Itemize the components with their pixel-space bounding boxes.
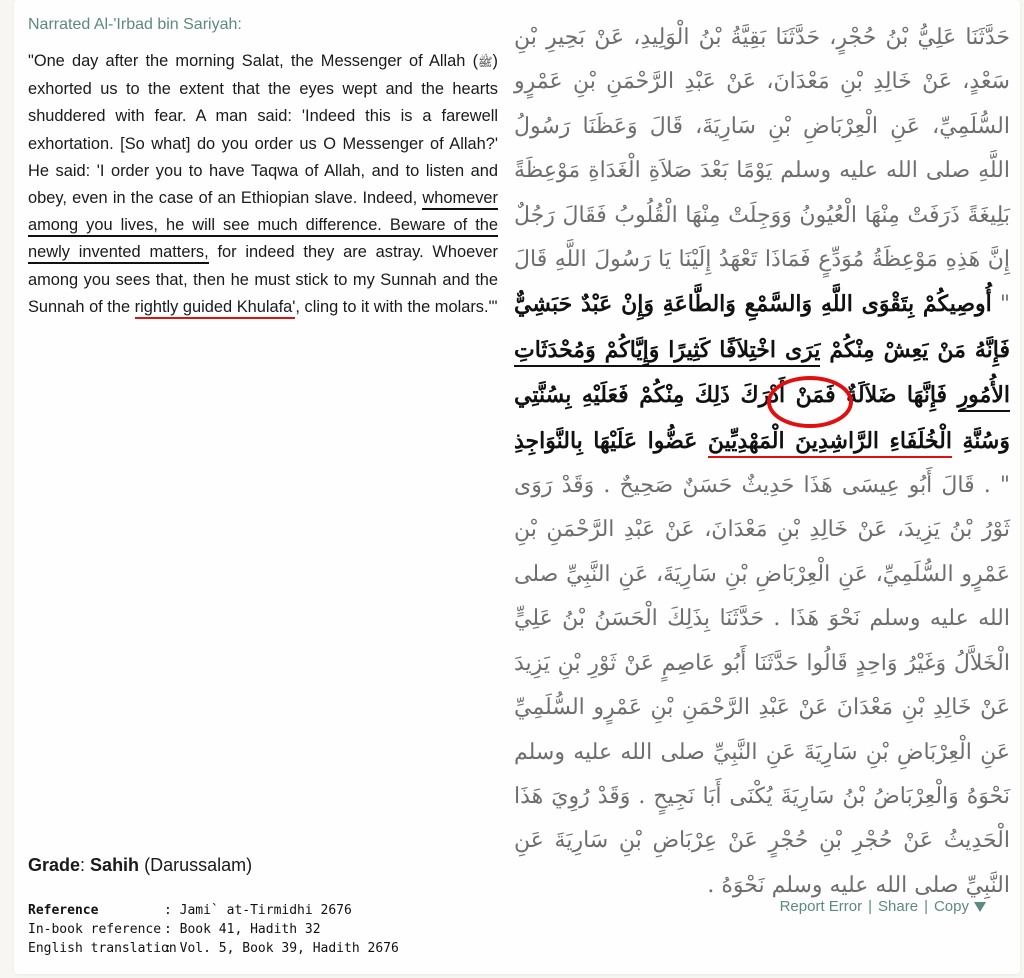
share-link[interactable]: Share [878, 898, 919, 915]
narrator-line: Narrated Al-'Irbad bin Sariyah: [28, 16, 242, 33]
english-part-2: ) exhorted us to the extent that the eyes wept and the hearts shuddered with fear. A man said: 'Indeed this is a farewell exhortation. [So what] do you order us O Messenger of Allah?' He said: 'I order you to have Taqwa of Allah, and to listen and obey, even in the case of an Ethiopian slave. Indeed, [28, 52, 498, 208]
arabic-underline-red: الْخُلَفَاءِ الرَّاشِدِينَ الْمَهْدِيِّينَ [708, 428, 952, 458]
arabic-bold-3: عَضُّوا عَلَيْهَا بِالنَّوَاجِذِ [514, 427, 708, 454]
arabic-isnad: حَدَّثَنَا عَلِيُّ بْنُ حُجْرٍ، حَدَّثَنَا بَقِيَّةُ بْنُ الْوَلِيدِ، عَنْ بَحِيرِ بْنِ سَعْدٍ، عَنْ خَالِدِ بْنِ مَعْدَانَ، عَنْ عَبْدِ الرَّحْمَنِ بْنِ عَمْرٍو السُّلَمِيِّ، عَنِ الْعِرْبَاضِ بْنِ سَارِيَةَ، قَالَ وَعَظَنَا رَسُولُ اللَّهِ صلى الله عليه وسلم يَوْمًا بَعْدَ صَلاَةِ الْغَدَاةِ مَوْعِظَةً بَلِيغَةً ذَرَفَتْ مِنْهَا الْعُيُونُ وَوَجِلَتْ مِنْهَا الْقُلُوبُ فَقَالَ رَجُلٌ إِنَّ هَذِهِ مَوْعِظَةُ مُوَدِّعٍ فَمَاذَا تَعْهَدُ إِلَيْنَا يَا رَسُولَ اللَّهِ قَالَ " [514, 25, 1010, 318]
english-translation-label: English translation [28, 941, 177, 956]
hadith-card [14, 0, 1020, 974]
reference-table [28, 901, 399, 958]
english-column [28, 16, 498, 321]
hadith-actions [780, 898, 986, 915]
english-translation [28, 48, 498, 321]
inbook-reference-label: In-book reference [28, 922, 162, 937]
inbook-reference-value: : Book 41, Hadith 32 [164, 922, 321, 937]
arabic-bold-2: فَإِنَّهَا ضَلاَلَةٌ فَمَنْ أَدْرَكَ ذَلِكَ مِنْكُمْ فَعَلَيْهِ بِسُنَّتِي وَسُنَّةِ [514, 382, 1010, 454]
arabic-text [514, 16, 1010, 908]
english-translation-value: : Vol. 5, Book 39, Hadith 2676 [164, 941, 399, 956]
arabic-underline-black: يَرَى اخْتِلاَفًا كَثِيرًا وَإِيَّاكُمْ وَمُحْدَثَاتِ الأُمُورِ [514, 337, 1010, 412]
english-part-3: for indeed they are astray. Whoever among you sees that, then he must stick to my Sunnah and the Sunnah of the [28, 243, 498, 316]
arabic-column [514, 16, 1010, 908]
grade-line: Grade: Sahih (Darussalam) [28, 855, 253, 875]
separator: | [868, 898, 873, 915]
inbook-reference-row [28, 920, 399, 939]
report-error-link[interactable]: Report Error [779, 898, 863, 915]
reference-value: : Jami` at-Tirmidhi 2676 [164, 903, 352, 918]
arabic-commentary: " . قَالَ أَبُو عِيسَى هَذَا حَدِيثٌ حَسَنٌ صَحِيحٌ . وَقَدْ رَوَى ثَوْرُ بْنُ يَزِيدَ، عَنْ خَالِدِ بْنِ مَعْدَانَ، عَنْ عَبْدِ الرَّحْمَنِ بْنِ عَمْرٍو السُّلَمِيِّ، عَنِ الْعِرْبَاضِ بْنِ سَارِيَةَ، عَنِ النَّبِيِّ صلى الله عليه وسلم نَحْوَ هَذَا . حَدَّثَنَا بِذَلِكَ الْحَسَنُ بْنُ عَلِيٍّ الْخَلاَّلُ وَغَيْرُ وَاحِدٍ قَالُوا حَدَّثَنَا أَبُو عَاصِمٍ عَنْ ثَوْرِ بْنِ يَزِيدَ عَنْ خَالِدِ بْنِ مَعْدَانَ عَنْ عَبْدِ الرَّحْمَنِ بْنِ عَمْرٍو السُّلَمِيِّ عَنِ الْعِرْبَاضِ بْنِ سَارِيَةَ عَنِ النَّبِيِّ صلى الله عليه وسلم نَحْوَهُ وَالْعِرْبَاضُ بْنُ سَارِيَةَ يُكْنَى أَبَا نَجِيحٍ . وَقَدْ رُوِيَ هَذَا الْحَدِيثُ عَنْ حُجْرِ بْنِ حُجْرٍ عَنْ عِرْبَاضِ بْنِ سَارِيَةَ عَنِ النَّبِيِّ صلى الله عليه وسلم نَحْوَهُ . [514, 473, 1010, 898]
copy-link[interactable]: Copy [933, 898, 969, 915]
separator: | [924, 898, 928, 915]
underline-annotation-black: whomever among you lives, he will see much difference. Beware of the newly invented matters, [28, 189, 498, 264]
reference-row [28, 901, 399, 920]
english-part-4: , cling to it with the molars.'" [295, 297, 498, 316]
reference-label: Reference [28, 903, 99, 918]
grade-value: Sahih [90, 855, 140, 875]
salawat-glyph: ﷺ [478, 55, 493, 69]
arabic-bold-1: أُوصِيكُمْ بِتَقْوَى اللَّهِ وَالسَّمْعِ وَالطَّاعَةِ وَإِنْ عَبْدٌ حَبَشِيٌّ فَإِنَّهُ مَنْ يَعِشْ مِنْكُمْ [514, 291, 1010, 363]
english-part-1: "One day after the morning Salat, the Messenger of Allah ( [28, 52, 479, 70]
dropdown-triangle-icon[interactable] [974, 902, 986, 912]
underline-annotation-red: rightly guided Khulafa' [135, 298, 296, 319]
arabic-matn-bold [514, 291, 1010, 457]
english-translation-row [28, 939, 399, 958]
grade-source: (Darussalam) [144, 855, 253, 875]
grade-label: Grade [28, 855, 81, 875]
